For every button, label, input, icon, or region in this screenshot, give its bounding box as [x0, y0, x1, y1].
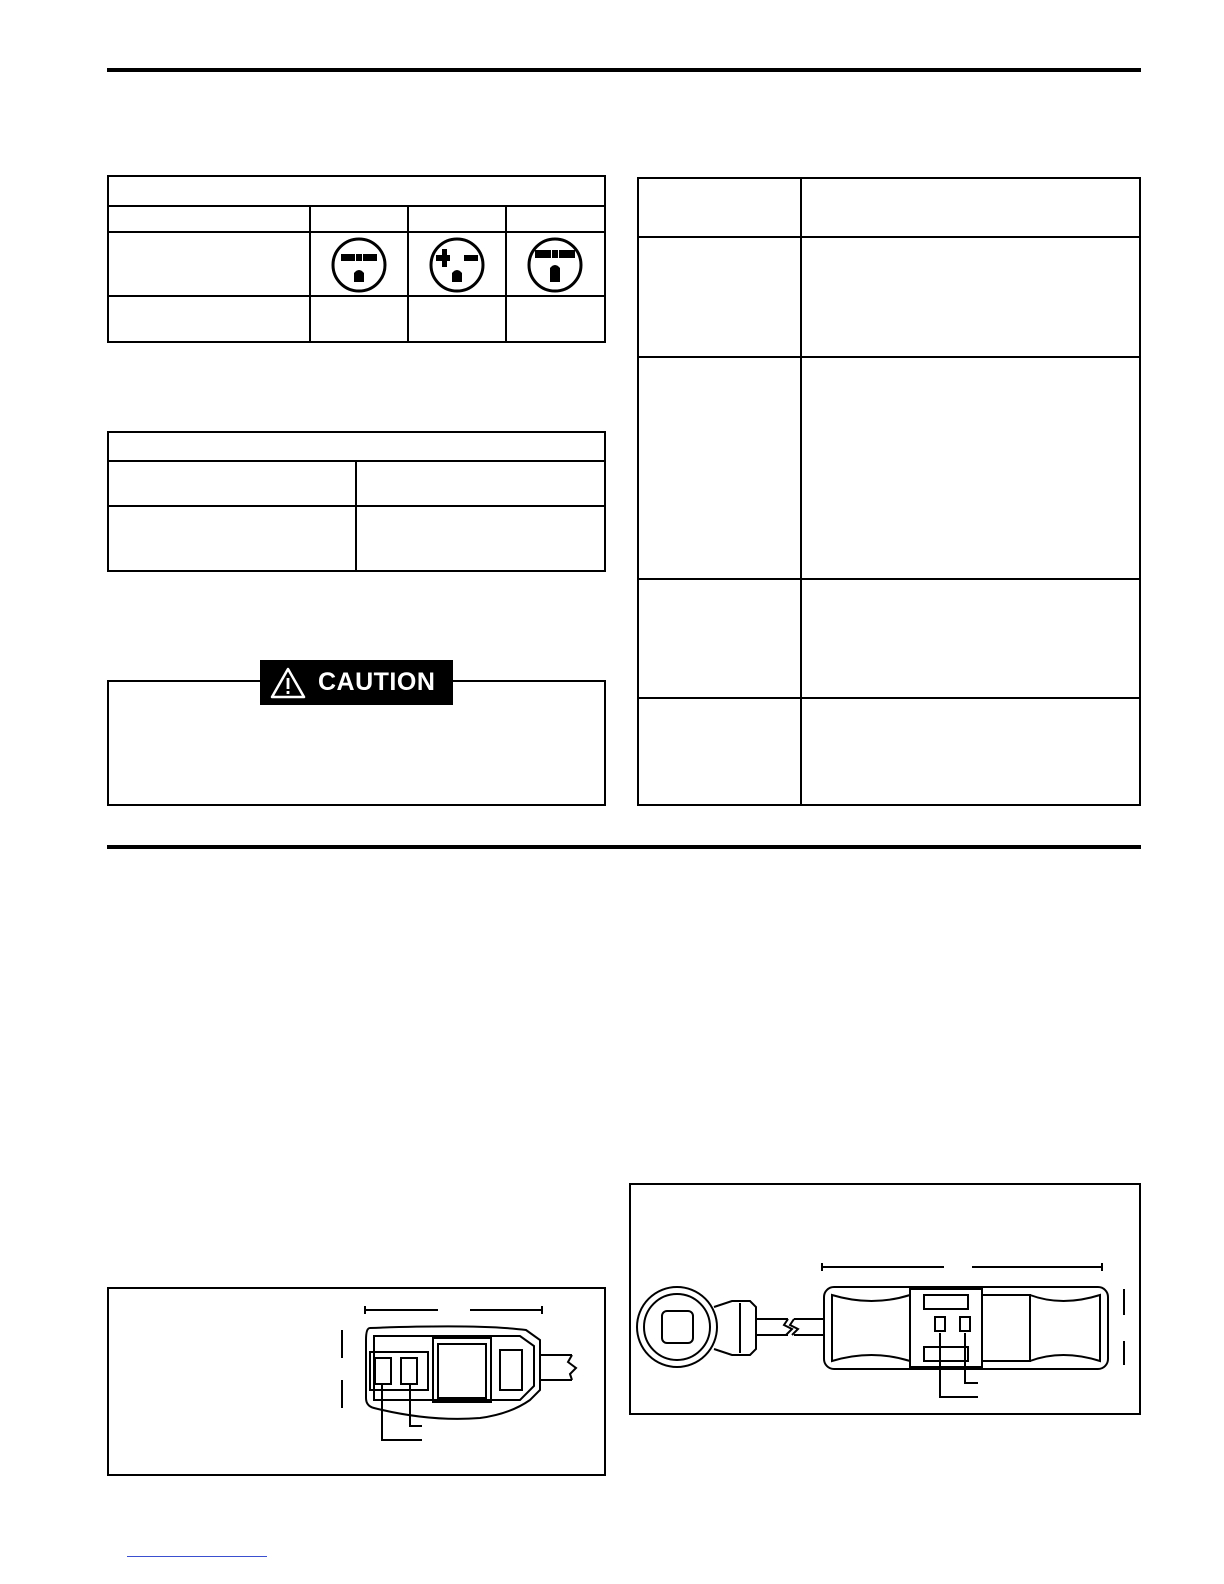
receptacle-outlet-icon	[330, 236, 388, 294]
troubleshooting-table	[637, 177, 1141, 806]
receptacle-table-col-line	[505, 205, 507, 343]
cord-connector-figure	[632, 1255, 1137, 1405]
receptacle-table-row-line	[107, 295, 606, 297]
troubleshooting-table-row-line	[637, 697, 1141, 699]
warning-triangle-icon	[270, 667, 306, 699]
receptacle-table-col-line	[309, 205, 311, 343]
troubleshooting-table-row-line	[637, 236, 1141, 238]
receptacle-outlet-icon	[428, 236, 486, 294]
receptacle-table-header-line	[107, 205, 606, 207]
caution-badge	[260, 660, 453, 705]
plug-connector-figure	[330, 1300, 600, 1460]
receptacle-outlet-icon	[526, 236, 584, 294]
header-rule	[107, 68, 1141, 72]
receptacle-table-row-line	[107, 231, 606, 233]
receptacle-table-col-line	[407, 205, 409, 343]
page-link-underline[interactable]	[127, 1556, 267, 1557]
troubleshooting-table-row-line	[637, 356, 1141, 358]
caution-label: CAUTION	[318, 668, 436, 696]
troubleshooting-table-col-line	[800, 177, 802, 806]
section-divider-rule	[107, 845, 1141, 849]
troubleshooting-table-row-line	[637, 578, 1141, 580]
spec-table-col-line	[355, 460, 357, 572]
